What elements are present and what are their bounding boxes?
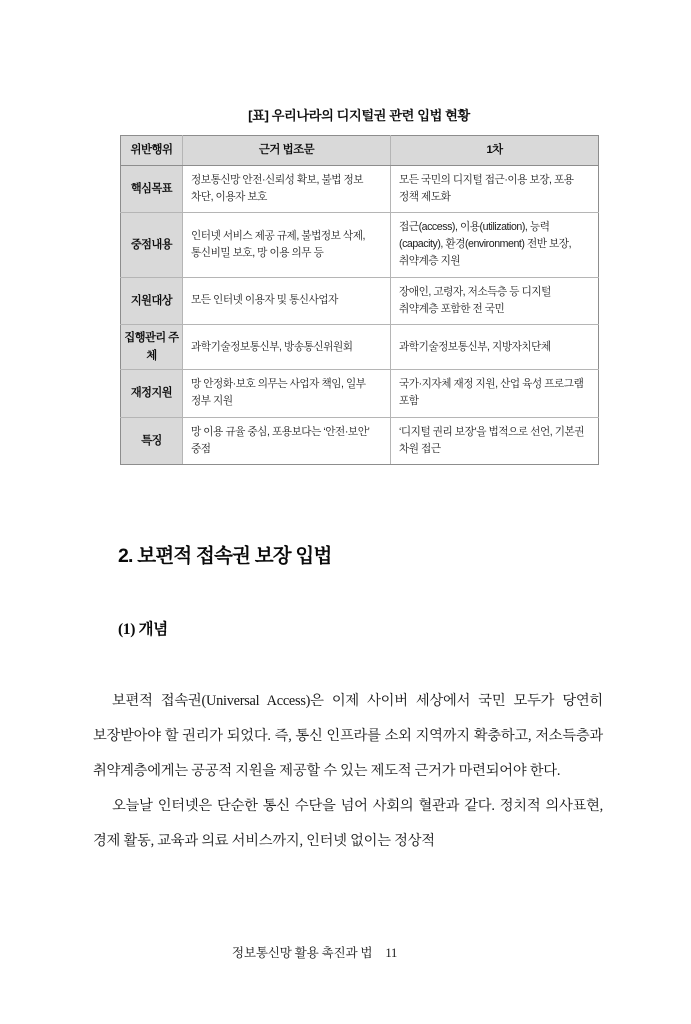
row-label: 재정지원	[121, 370, 183, 417]
row-cell-first: 장애인, 고령자, 저소득층 등 디지털 취약계층 포함한 전 국민	[391, 277, 599, 324]
running-title: 정보통신망 활용 촉진과 법	[231, 946, 373, 960]
legislation-table	[120, 135, 599, 465]
table-row	[121, 277, 599, 324]
row-cell-legal-basis: 과학기술정보통신부, 방송통신위원회	[183, 324, 391, 369]
row-label: 중점내용	[121, 213, 183, 277]
row-cell-first: 접근(access), 이용(utilization), 능력(capacity), 환경(environment) 전반 보장, 취약계층 지원	[391, 213, 599, 277]
table-row	[121, 370, 599, 417]
table-row	[121, 324, 599, 369]
paragraph: 오늘날 인터넷은 단순한 통신 수단을 넘어 사회의 혈관과 같다. 정치적 의사표현, 경제 활동, 교육과 의료 서비스까지, 인터넷 없이는 정상적	[93, 798, 603, 849]
table-row	[121, 417, 599, 464]
table-row	[121, 213, 599, 277]
row-label: 핵심목표	[121, 165, 183, 212]
page-number: 11	[385, 946, 398, 960]
table-header-row	[121, 135, 599, 165]
row-label: 지원대상	[121, 277, 183, 324]
column-header-first: 1차	[391, 135, 599, 165]
row-label: 특징	[121, 417, 183, 464]
row-label: 집행관리 주체	[121, 324, 183, 369]
row-cell-first: 모든 국민의 디지털 접근·이용 보장, 포용 정책 제도화	[391, 165, 599, 212]
row-cell-legal-basis: 인터넷 서비스 제공 규제, 불법정보 삭제, 통신비밀 보호, 망 이용 의무 등	[183, 213, 391, 277]
page-footer	[0, 942, 691, 961]
body-copy	[93, 684, 603, 859]
row-cell-first: 과학기술정보통신부, 지방자치단체	[391, 324, 599, 369]
row-cell-legal-basis: 망 안정화·보호 의무는 사업자 책임, 일부 정부 지원	[183, 370, 391, 417]
row-cell-first: 국가·지자체 재정 지원, 산업 육성 프로그램 포함	[391, 370, 599, 417]
subsection-heading: (1) 개념	[118, 621, 168, 638]
column-header-violation: 위반행위	[121, 135, 183, 165]
table-block	[120, 108, 598, 465]
table-caption: [표] 우리나라의 디지털권 관련 입법 현황	[248, 108, 470, 123]
section-heading: 2. 보편적 접속권 보장 입법	[118, 545, 332, 567]
row-cell-first: ‘디지털 권리 보장’을 법적으로 선언, 기본권 차원 접근	[391, 417, 599, 464]
row-cell-legal-basis: 모든 인터넷 이용자 및 통신사업자	[183, 277, 391, 324]
row-cell-legal-basis: 망 이용 규율 중심, 포용보다는 ‘안전·보안’ 중점	[183, 417, 391, 464]
row-cell-legal-basis: 정보통신망 안전·신뢰성 확보, 불법 정보 차단, 이용자 보호	[183, 165, 391, 212]
paragraph: 보편적 접속권(Universal Access)은 이제 사이버 세상에서 국민 모두가 당연히 보장받아야 할 권리가 되었다. 즉, 통신 인프라를 소외 지역까지 확충하고, 저소득층과 취약계층에게는 공공적 지원을 제공할 수 있는 제도적 근거가 마련되어야 한다.	[93, 693, 603, 779]
table-row	[121, 165, 599, 212]
column-header-legal-basis: 근거 법조문	[183, 135, 391, 165]
